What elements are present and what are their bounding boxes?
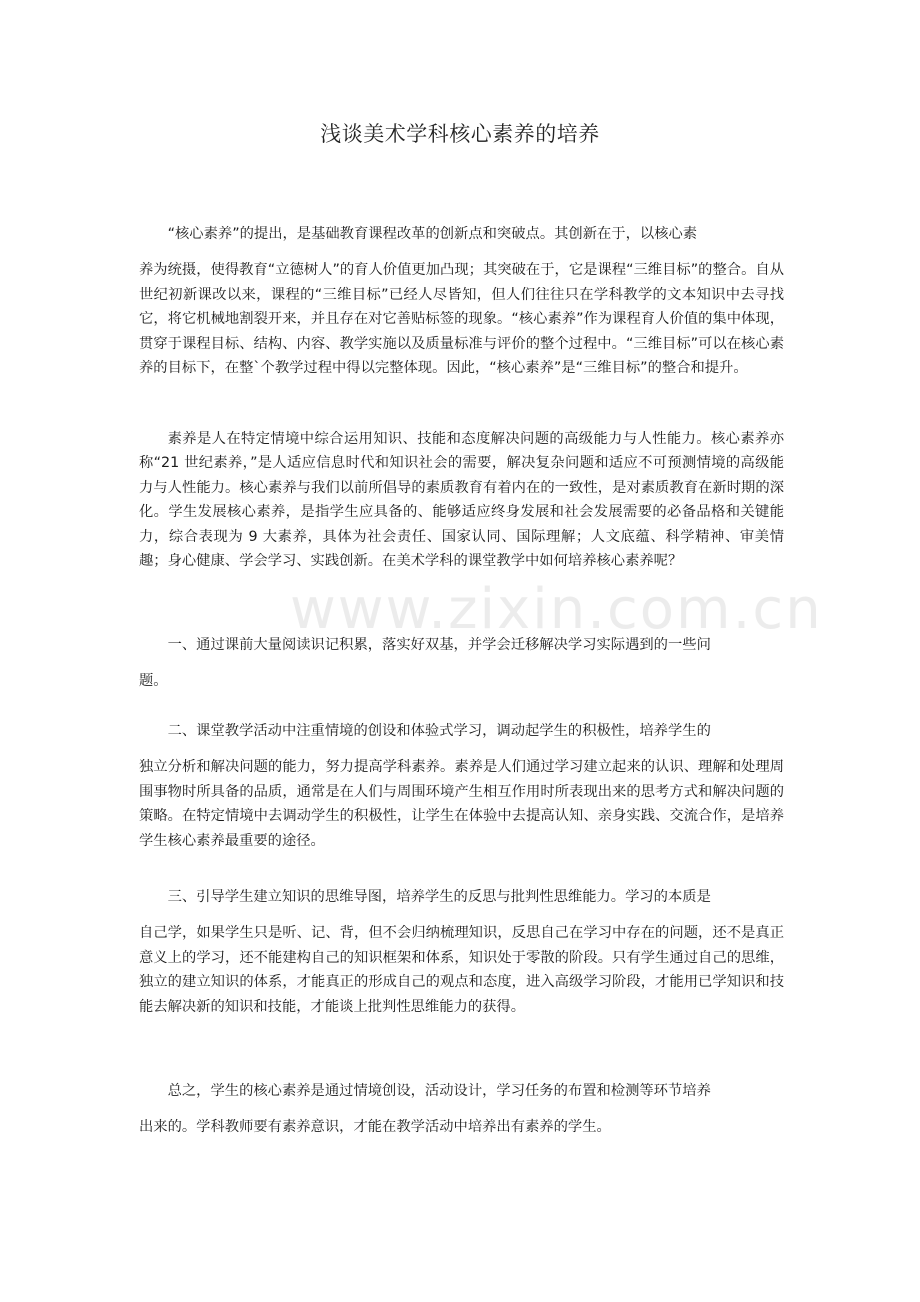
paragraph-4 <box>139 719 784 853</box>
paragraph-1 <box>139 222 784 380</box>
paragraph-4-first-line: 二、课堂教学活动中注重情境的创设和体验式学习，调动起学生的积极性，培养学生的 <box>167 723 711 739</box>
paragraph-6 <box>139 1079 784 1140</box>
paragraph-1-first-line: “核心素养”的提出，是基础教育课程改革的创新点和突破点。其创新在于，以核心素 <box>167 226 698 242</box>
watermark: www.zixin.com.cn <box>290 577 823 642</box>
paragraph-2 <box>139 427 784 573</box>
paragraph-2-body: 素养是人在特定情境中综合运用知识、技能和态度解决问题的高级能力与人性能力。核心素养亦称“21 世纪素养，”是人适应信息时代和知识社会的需要，解决复杂问题和适应不可预测情境的高级能力与人性能力。核心素养与我们以前所倡导的素质教育有着内在的一致性，是对素质教育在新时期的深化。学生发展核心素养，是指学生应具备的、能够适应终身发展和社会发展需要的必备品格和关键能力，综合表现为 9 大素养，具体为社会责任、国家认同、国际理解；人文底蕴、科学精神、审美情趣；身心健康、学会学习、实践创新。在美术学科的课堂教学中如何培养核心素养呢？ <box>139 431 784 570</box>
paragraph-5 <box>139 885 784 1019</box>
document-title: 浅谈美术学科核心素养的培养 <box>320 122 600 146</box>
paragraph-3-first-line: 一、通过课前大量阅读识记积累，落实好双基，并学会迁移解决学习实际遇到的一些问 <box>167 637 711 653</box>
paragraph-6-first-line: 总之，学生的核心素养是通过情境创设，活动设计，学习任务的布置和检测等环节培养 <box>167 1083 711 1099</box>
paragraph-1-body: 养为统摄，使得教育“立德树人”的育人价值更加凸现；其突破在于，它是课程“三维目标”的整合。自从世纪初新课改以来，课程的“三维目标”已经人尽皆知，但人们往往只在学科教学的文本知识中去寻找它，将它机械地割裂开来，并且存在对它善贴标签的现象。“核心素养”作为课程育人价值的集中体现，贯穿于课程目标、结构、内容、教学实施以及质量标准与评价的整个过程中。“三维目标”可以在核心素养的目标下，在整`个教学过程中得以完整体现。因此，“核心素养”是“三维目标”的整合和提升。 <box>139 262 784 377</box>
paragraph-3-body: 题。 <box>139 673 168 690</box>
paragraph-5-first-line: 三、引导学生建立知识的思维导图，培养学生的反思与批判性思维能力。学习的本质是 <box>167 889 711 905</box>
paragraph-3 <box>139 633 784 694</box>
paragraph-5-body: 自己学，如果学生只是听、记、背，但不会归纳梳理知识，反思自己在学习中存在的问题，还不是真正意义上的学习，还不能建构自己的知识框架和体系，知识处于零散的阶段。只有学生通过自己的思维，独立的建立知识的体系，才能真正的形成自己的观点和态度，进入高级学习阶段，才能用已学知识和技能去解决新的知识和技能，才能谈上批判性思维能力的获得。 <box>139 925 784 1015</box>
paragraph-6-body: 出来的。学科教师要有素养意识，才能在教学活动中培养出有素养的学生。 <box>139 1119 611 1136</box>
paragraph-4-body: 独立分析和解决问题的能力，努力提高学科素养。素养是人们通过学习建立起来的认识、理解和处理周围事物时所具备的品质，通常是在人们与周围环境产生相互作用时所表现出来的思考方式和解决问题的策略。在特定情境中去调动学生的积极性，让学生在体验中去提高认知、亲身实践、交流合作，是培养学生核心素养最重要的途径。 <box>139 759 784 849</box>
